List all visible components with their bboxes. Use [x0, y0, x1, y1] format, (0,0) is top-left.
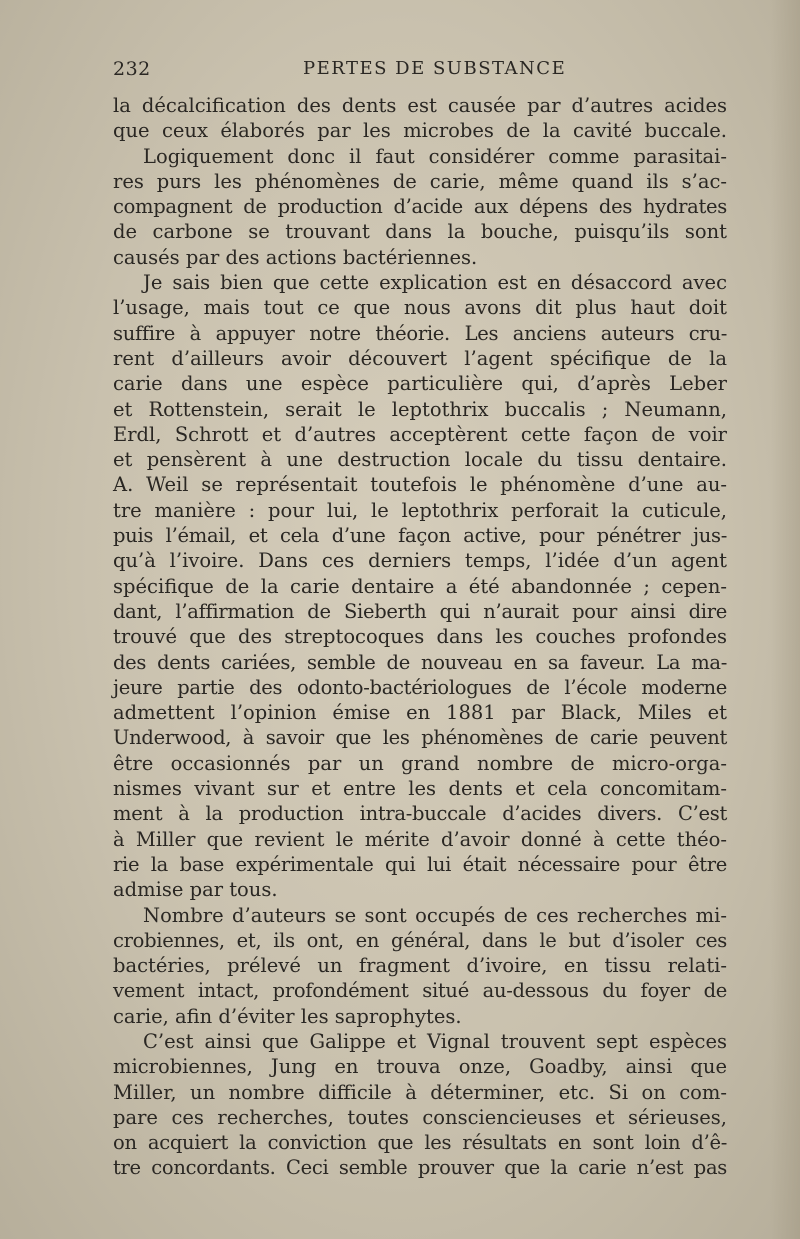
text-line: bactéries, prélevé un fragment d’ivoire, en tissu relati-	[113, 954, 727, 978]
text-line: tre concordants. Ceci semble prouver que la carie n’est pas	[113, 1156, 727, 1180]
text-line: Erdl, Schrott et d’autres acceptèrent cette façon de voir	[113, 422, 727, 446]
text-line: compagnent de production d’acide aux dépens des hydrates	[113, 195, 727, 219]
text-line: Underwood, à savoir que les phénomènes de carie peuvent	[113, 726, 727, 750]
text-line: pare ces recherches, toutes consciencieuses et sérieuses,	[113, 1105, 727, 1129]
text-line: carie, afin d’éviter les saprophytes.	[113, 1004, 462, 1028]
text-line: de carbone se trouvant dans la bouche, puisqu’ils sont	[113, 220, 727, 244]
text-line: admettent l’opinion émise en 1881 par Black, Miles et	[113, 701, 727, 725]
text-line: A. Weil se représentait toutefois le phénomène d’une au-	[113, 473, 727, 497]
page-edge-shadow	[770, 0, 800, 1239]
text-line: spécifique de la carie dentaire a été abandonnée ; cepen-	[113, 574, 727, 598]
text-line: qu’à l’ivoire. Dans ces derniers temps, l’idée d’un agent	[113, 549, 727, 573]
text-line: res purs les phénomènes de carie, même quand ils s’ac-	[113, 169, 727, 193]
running-head	[113, 58, 723, 82]
text-line: admise par tous.	[113, 878, 278, 902]
page-number: 232	[113, 58, 151, 80]
text-line: causés par des actions bactériennes.	[113, 245, 478, 269]
text-line: ment à la production intra-buccale d’acides divers. C’est	[113, 802, 727, 826]
running-title: PERTES DE SUBSTANCE	[303, 58, 567, 79]
text-line: Nombre d’auteurs se sont occupés de ces recherches mi-	[143, 903, 727, 927]
text-line: la décalcification des dents est causée par d’autres acides	[113, 94, 727, 117]
body-text	[113, 93, 727, 1181]
text-line: Je sais bien que cette explication est en désaccord avec	[143, 271, 727, 295]
text-line: jeure partie des odonto-bactériologues de l’école moderne	[113, 675, 727, 699]
text-line: microbiennes, Jung en trouva onze, Goadby, ainsi que	[113, 1055, 727, 1079]
text-line: à Miller que revient le mérite d’avoir donné à cette théo-	[113, 827, 727, 851]
text-line: rie la base expérimentale qui lui était nécessaire pour être	[113, 852, 727, 876]
text-line: nismes vivant sur et entre les dents et cela concomitam-	[113, 777, 727, 801]
text-line: des dents cariées, semble de nouveau en sa faveur. La ma-	[113, 650, 727, 674]
text-line: dant, l’affirmation de Sieberth qui n’aurait pour ainsi dire	[113, 599, 727, 623]
text-line: carie dans une espèce particulière qui, d’après Leber	[113, 372, 727, 396]
text-line: Logiquement donc il faut considérer comme parasitai-	[143, 144, 727, 168]
text-line: puis l’émail, et cela d’une façon active, pour pénétrer jus-	[113, 524, 727, 548]
text-line: être occasionnés par un grand nombre de micro-orga-	[113, 751, 727, 775]
text-line: on acquiert la conviction que les résultats en sont loin d’ê-	[113, 1131, 727, 1155]
text-line: l’usage, mais tout ce que nous avons dit plus haut doit	[113, 296, 727, 320]
text-line: suffire à appuyer notre théorie. Les anciens auteurs cru-	[113, 321, 727, 345]
text-line: tre manière : pour lui, le leptothrix perforait la cuticule,	[113, 498, 727, 522]
text-line: rent d’ailleurs avoir découvert l’agent spécifique de la	[113, 346, 727, 370]
text-line: trouvé que des streptocoques dans les couches profondes	[113, 625, 727, 649]
text-line: et pensèrent à une destruction locale du tissu dentaire.	[113, 448, 727, 472]
text-line: et Rottenstein, serait le leptothrix buccalis ; Neumann,	[113, 397, 727, 421]
text-line: vement intact, profondément situé au-dessous du foyer de	[113, 979, 727, 1003]
text-line: Miller, un nombre difficile à déterminer, etc. Si on com-	[113, 1080, 727, 1104]
text-line: crobiennes, et, ils ont, en général, dans le but d’isoler ces	[113, 928, 727, 952]
text-line: que ceux élaborés par les microbes de la cavité buccale.	[113, 119, 727, 143]
text-line: C’est ainsi que Galippe et Vignal trouvent sept espèces	[143, 1029, 727, 1053]
